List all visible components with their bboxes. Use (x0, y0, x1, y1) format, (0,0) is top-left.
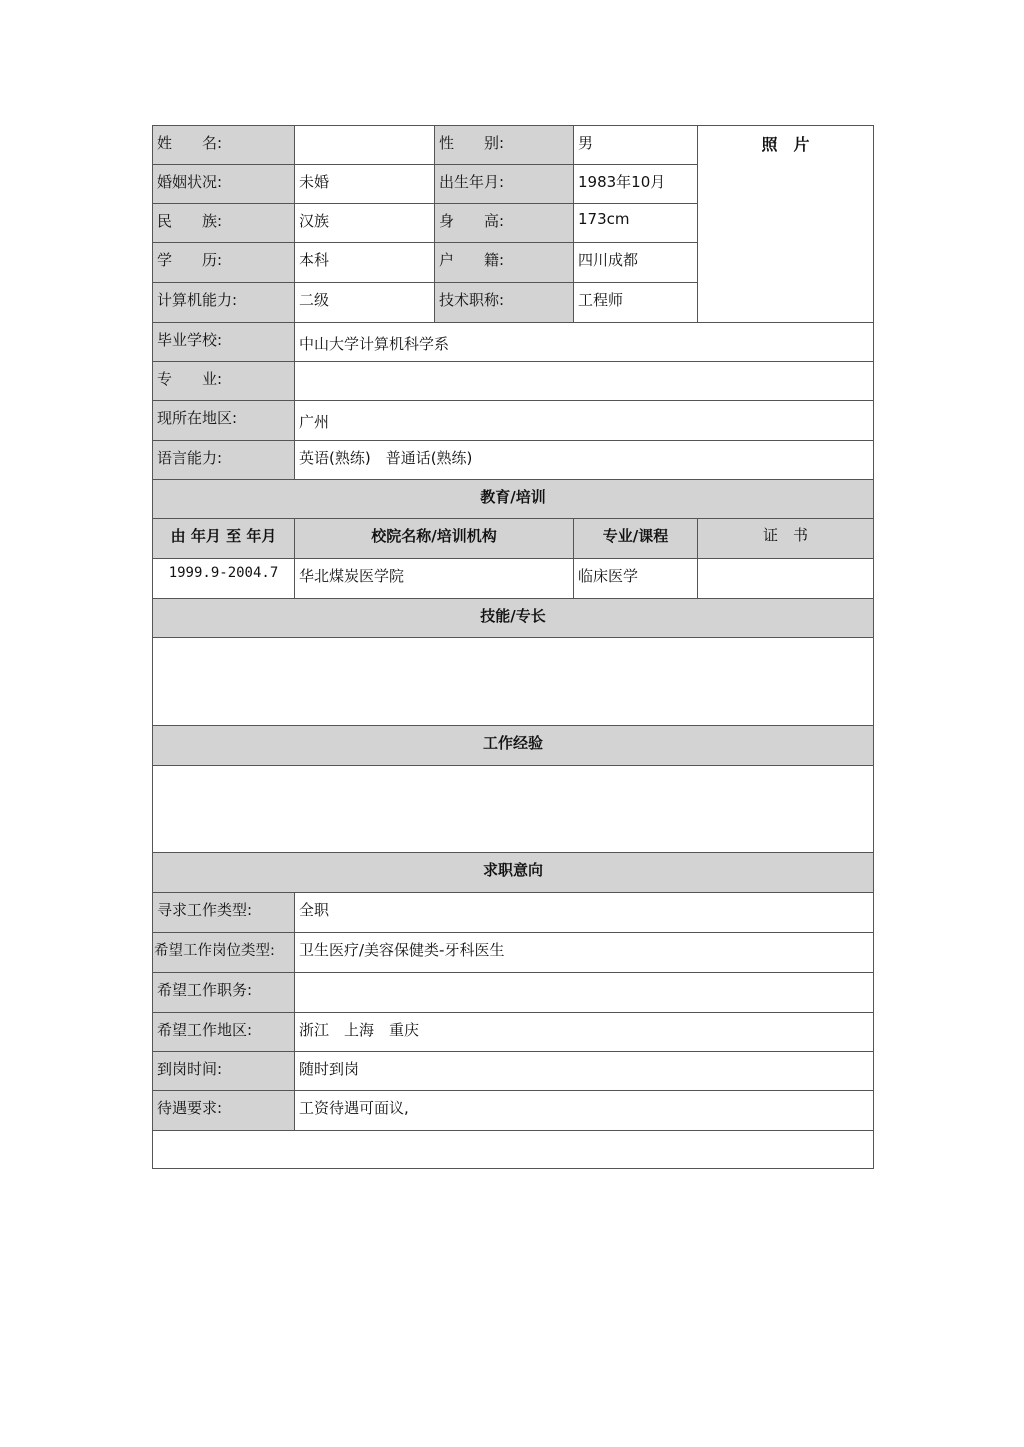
row-major (153, 362, 874, 401)
work-section-header (153, 726, 874, 766)
row-name (153, 126, 874, 165)
row-job-type (153, 893, 874, 933)
job-position-label: 希望工作岗位类型: (153, 933, 295, 973)
salary-value: 工资待遇可面议, (295, 1091, 874, 1131)
row-job-area (153, 1013, 874, 1052)
blank-footer-cell (153, 1131, 874, 1169)
education-value: 本科 (295, 243, 435, 283)
hukou-label: 户 籍: (435, 243, 574, 283)
height-label: 身 高: (435, 204, 574, 243)
name-label: 姓 名: (153, 126, 295, 165)
birth-label: 出生年月: (435, 165, 574, 204)
row-job-duty (153, 973, 874, 1013)
arrival-label: 到岗时间: (153, 1052, 295, 1091)
row-school (153, 323, 874, 362)
ethnic-value: 汉族 (295, 204, 435, 243)
name-value (295, 126, 435, 165)
education-major: 临床医学 (574, 559, 698, 599)
job-type-label: 寻求工作类型: (153, 893, 295, 933)
location-label: 现所在地区: (153, 401, 295, 441)
major-value (295, 362, 874, 401)
ethnic-label: 民 族: (153, 204, 295, 243)
education-label: 学 历: (153, 243, 295, 283)
skills-section-title: 技能/专长 (153, 599, 874, 638)
skills-section-header (153, 599, 874, 638)
arrival-value: 随时到岗 (295, 1052, 874, 1091)
job-area-label: 希望工作地区: (153, 1013, 295, 1052)
education-period: 1999.9-2004.7 (153, 559, 295, 599)
education-header-certificate: 证 书 (698, 519, 874, 559)
row-blank-footer (153, 1131, 874, 1169)
title-label: 技术职称: (435, 283, 574, 323)
row-job-position (153, 933, 874, 973)
major-label: 专 业: (153, 362, 295, 401)
table-row (153, 559, 874, 599)
school-value: 中山大学计算机科学系 (295, 323, 874, 362)
education-header-period: 由 年月 至 年月 (153, 519, 295, 559)
skills-content (153, 638, 874, 726)
photo-placeholder: 照 片 (698, 126, 874, 323)
job-duty-value (295, 973, 874, 1013)
hukou-value: 四川成都 (574, 243, 698, 283)
computer-label: 计算机能力: (153, 283, 295, 323)
gender-value: 男 (574, 126, 698, 165)
intent-section-header (153, 853, 874, 893)
location-value: 广州 (295, 401, 874, 441)
education-header-school: 校院名称/培训机构 (295, 519, 574, 559)
work-content-row (153, 766, 874, 853)
birth-value: 1983年10月 (574, 165, 698, 204)
education-header-major: 专业/课程 (574, 519, 698, 559)
education-section-header (153, 480, 874, 519)
work-section-title: 工作经验 (153, 726, 874, 766)
education-school: 华北煤炭医学院 (295, 559, 574, 599)
work-content (153, 766, 874, 853)
row-language (153, 441, 874, 480)
row-salary (153, 1091, 874, 1131)
marital-value: 未婚 (295, 165, 435, 204)
language-value: 英语(熟练) 普通话(熟练) (295, 441, 874, 480)
education-column-headers (153, 519, 874, 559)
job-area-value: 浙江 上海 重庆 (295, 1013, 874, 1052)
intent-section-title: 求职意向 (153, 853, 874, 893)
skills-content-row (153, 638, 874, 726)
education-section-title: 教育/培训 (153, 480, 874, 519)
school-label: 毕业学校: (153, 323, 295, 362)
resume-table (152, 125, 874, 1169)
gender-label: 性 别: (435, 126, 574, 165)
language-label: 语言能力: (153, 441, 295, 480)
salary-label: 待遇要求: (153, 1091, 295, 1131)
title-value: 工程师 (574, 283, 698, 323)
job-position-value: 卫生医疗/美容保健类-牙科医生 (295, 933, 874, 973)
row-arrival (153, 1052, 874, 1091)
marital-label: 婚姻状况: (153, 165, 295, 204)
row-location (153, 401, 874, 441)
height-value: 173cm (574, 204, 698, 243)
job-duty-label: 希望工作职务: (153, 973, 295, 1013)
education-certificate (698, 559, 874, 599)
job-type-value: 全职 (295, 893, 874, 933)
computer-value: 二级 (295, 283, 435, 323)
